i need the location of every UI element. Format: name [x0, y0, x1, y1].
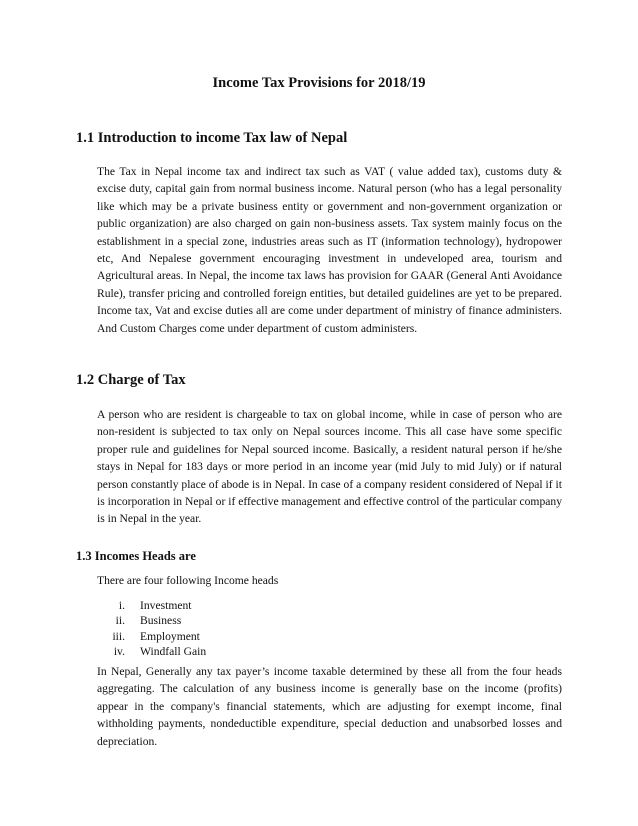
document-title: Income Tax Provisions for 2018/19	[212, 75, 426, 91]
section-heading-charge-of-tax: 1.2 Charge of Tax	[76, 372, 186, 388]
list-item-number: i.	[118, 599, 125, 612]
list-item-label: Windfall Gain	[140, 645, 207, 659]
list-item	[97, 598, 206, 613]
list-item-label: Business	[140, 614, 182, 628]
section-body-income-heads: In Nepal, Generally any tax payer’s income taxable determined by these all from the four heads aggregating. The calculation of any business income is generally base on the income (profits) appear in the company's financial statements, which are adjusting for exempt income, final withholding payments, nondeductible expenditure, special deduction and unabsorbed losses and depreciation.	[97, 665, 562, 748]
list-item-number: iv.	[113, 645, 125, 659]
section-body-charge-of-tax: A person who are resident is chargeable to tax on global income, while in case of person who are non-resident is subjected to tax only on Nepal sources income. This all case have some specific proper rule and guidelines for Nepal sourced income. Basically, a resident natural person if he/she stays in Nepal for 183 days or more period in an income year (mid July to mid July) or if natural person constantly place of abode is in Nepal. In case of a company resident considered of Nepal if it is incorporation in Nepal or if effective management and effective control of the particular company is in Nepal in the year.	[97, 408, 562, 526]
section-body-introduction: The Tax in Nepal income tax and indirect tax such as VAT ( value added tax), customs duty & excise duty, capital gain from normal business income. Natural person (who has a legal personality like which may be a private business entity or government and non-government organization or public organization) are also charged on gain non-business assets. Tax system mainly focus on the establishment in a special zone, industries areas such as IT (information technology), hydropower etc, And Nepalese government encouraging investment in undeveloped area, tourism and Agricultural areas. In Nepal, the income tax laws has provision for GAAR (General Anti Avoidance Rule), transfer pricing and controlled foreign entities, but detailed guidelines are yet to be prepared. Income tax, Vat and excise duties all are come under department of ministry of finance administers. And Custom Charges come under department of custom administers.	[97, 165, 562, 335]
list-item-label: Investment	[140, 599, 192, 612]
list-item-number: ii.	[115, 614, 125, 628]
income-heads-intro: There are four following Income heads	[97, 574, 279, 587]
list-item	[97, 613, 206, 628]
income-heads-list	[97, 598, 206, 660]
list-item	[97, 629, 206, 644]
section-heading-income-heads: 1.3 Incomes Heads are	[76, 549, 196, 563]
section-heading-introduction: 1.1 Introduction to income Tax law of Nepal	[76, 130, 348, 146]
list-item-label: Employment	[140, 629, 200, 643]
list-item	[97, 644, 206, 659]
list-item-number: iii.	[112, 629, 125, 643]
